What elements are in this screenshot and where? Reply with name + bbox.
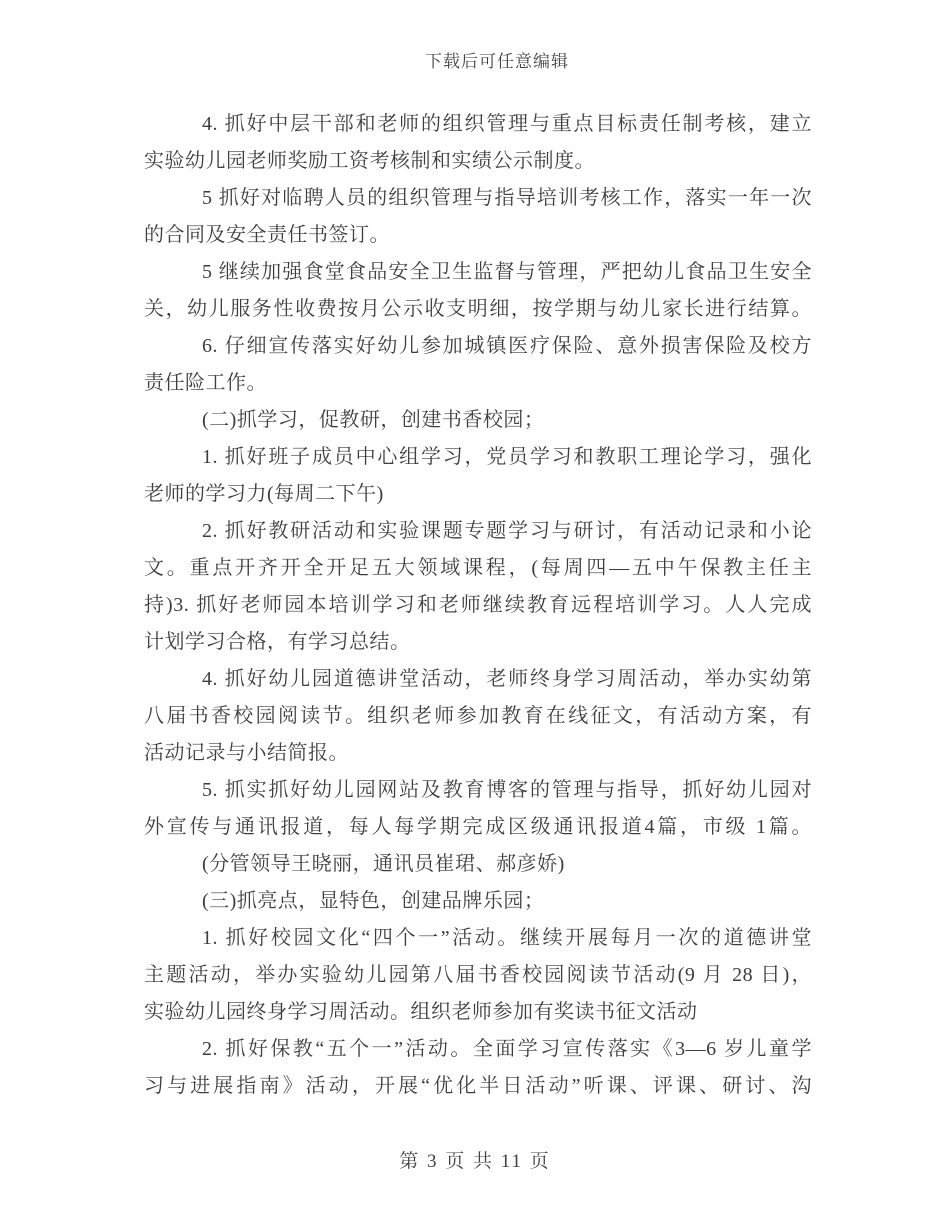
doc-line: 1. 抓好班子成员中心组学习，党员学习和教职工理论学习，强化 <box>202 446 812 468</box>
doc-line: 活动记录与小结简报。 <box>144 742 349 764</box>
page-number-footer: 第 3 页 共 11 页 <box>399 1151 551 1172</box>
doc-line: 实验幼儿园终身学习周活动。组织老师参加有奖读书征文活动 <box>144 1001 698 1023</box>
doc-line: 外宣传与通讯报道，每人每学期完成区级通讯报道4篇，市级 1篇。 <box>144 816 812 838</box>
doc-line: 关，幼儿服务性收费按月公示收支明细，按学期与幼儿家长进行结算。 <box>144 298 812 320</box>
doc-line: 实验幼儿园老师奖励工资考核制和实绩公示制度。 <box>144 150 595 172</box>
document-body <box>144 106 812 1105</box>
doc-line: 老师的学习力(每周二下午) <box>144 483 384 505</box>
doc-line: 1. 抓好校园文化“四个一”活动。继续开展每月一次的道德讲堂 <box>202 927 812 949</box>
doc-line: 2. 抓好教研活动和实验课题专题学习与研讨，有活动记录和小论 <box>202 520 812 542</box>
doc-line: 责任险工作。 <box>144 372 267 394</box>
doc-line: 5. 抓实抓好幼儿园网站及教育博客的管理与指导，抓好幼儿园对 <box>202 779 812 801</box>
doc-line: 持)3. 抓好老师园本培训学习和老师继续教育远程培训学习。人人完成 <box>144 594 812 616</box>
doc-line: 八届书香校园阅读节。组织老师参加教育在线征文，有活动方案，有 <box>144 705 812 727</box>
doc-line: 主题活动，举办实验幼儿园第八届书香校园阅读节活动(9 月 28 日)， <box>144 964 812 986</box>
doc-section-heading: (二)抓学习，促教研，创建书香校园； <box>202 409 545 431</box>
doc-line: 习与进展指南》活动，开展“优化半日活动”听课、评课、研讨、沟 <box>144 1075 812 1097</box>
edit-watermark-text: 下载后可任意编辑 <box>425 52 569 71</box>
doc-line: 2. 抓好保教“五个一”活动。全面学习宣传落实《3—6 岁儿童学 <box>202 1038 812 1060</box>
doc-line: 4. 抓好中层干部和老师的组织管理与重点目标责任制考核，建立 <box>202 113 812 135</box>
doc-line: 5 继续加强食堂食品安全卫生监督与管理，严把幼儿食品卫生安全 <box>202 261 812 283</box>
doc-line: 6. 仔细宣传落实好幼儿参加城镇医疗保险、意外损害保险及校方 <box>202 335 812 357</box>
doc-line: 4. 抓好幼儿园道德讲堂活动，老师终身学习周活动，举办实幼第 <box>202 668 812 690</box>
doc-section-heading: (三)抓亮点，显特色，创建品牌乐园； <box>202 890 545 912</box>
doc-line: 计划学习合格，有学习总结。 <box>144 631 411 653</box>
doc-line: (分管领导王晓丽，通讯员崔珺、郝彦娇) <box>202 853 565 875</box>
doc-line: 文。重点开齐开全开足五大领域课程，(每周四—五中午保教主任主 <box>144 557 812 579</box>
doc-line: 5 抓好对临聘人员的组织管理与指导培训考核工作，落实一年一次 <box>202 187 812 209</box>
doc-line: 的合同及安全责任书签订。 <box>144 224 390 246</box>
